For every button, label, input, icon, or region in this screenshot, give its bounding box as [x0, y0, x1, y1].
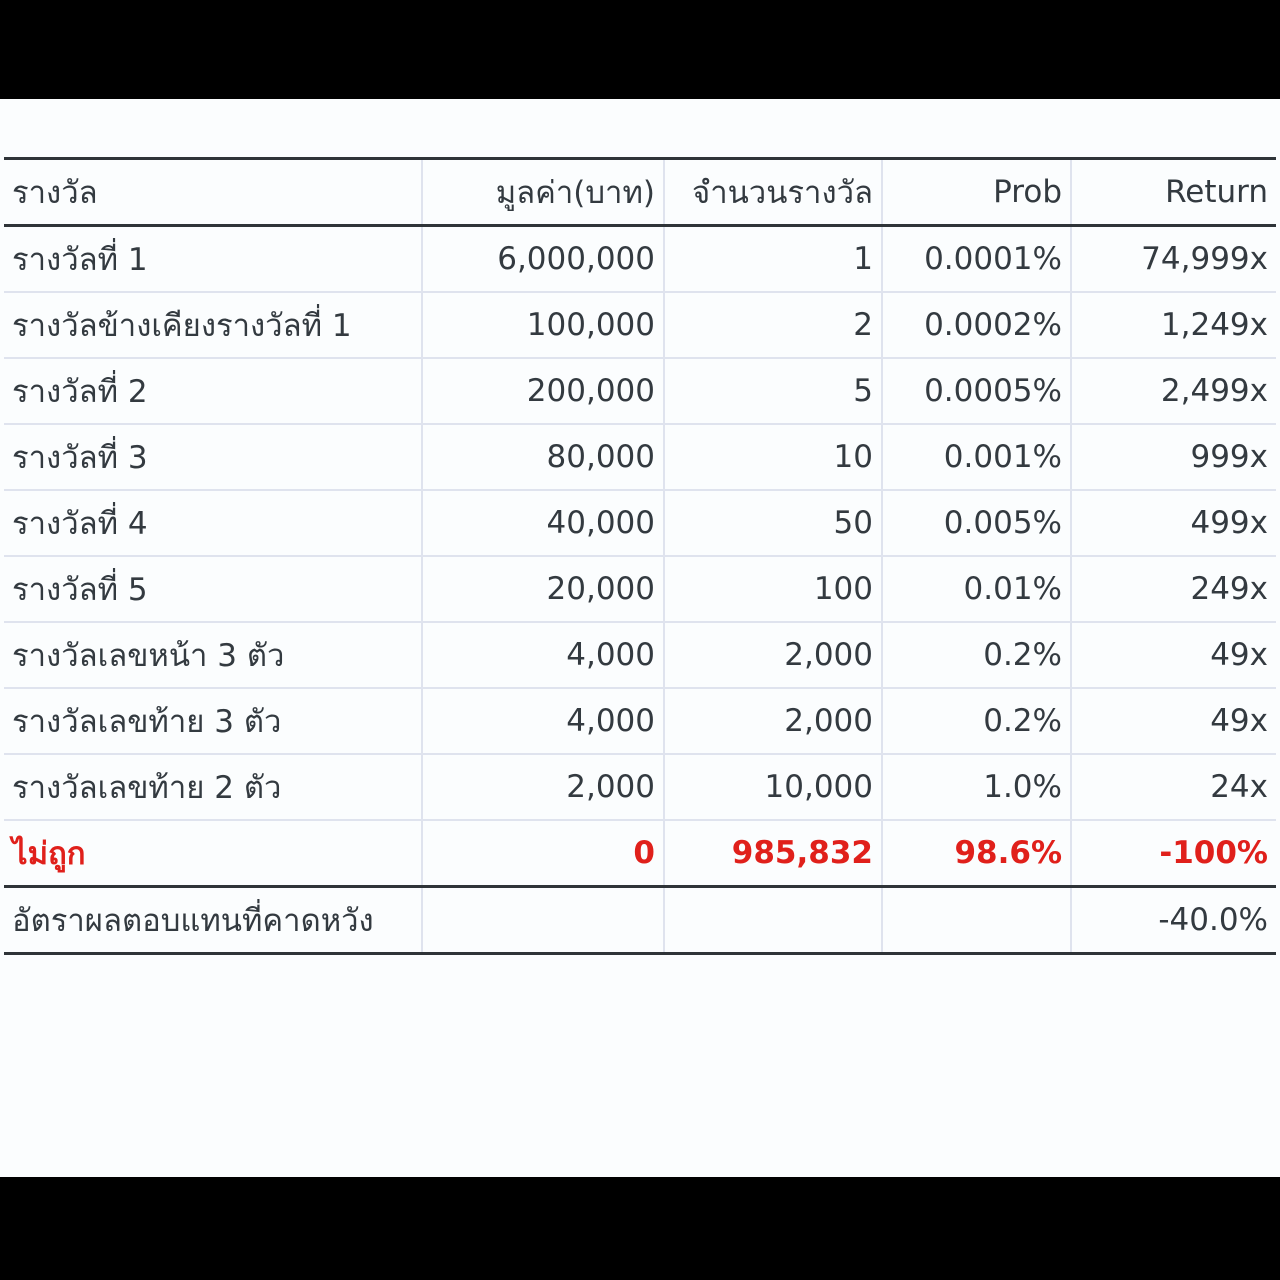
- prize-return: 999x: [1071, 424, 1276, 490]
- header-row: [4, 159, 1276, 226]
- miss-prob: 98.6%: [882, 820, 1071, 887]
- prize-prob: 0.2%: [882, 622, 1071, 688]
- prize-value: 2,000: [422, 754, 664, 820]
- miss-return: -100%: [1071, 820, 1276, 887]
- miss-row: [4, 820, 1276, 887]
- prize-return: 49x: [1071, 622, 1276, 688]
- prize-count: 1: [664, 226, 882, 293]
- prize-count: 100: [664, 556, 882, 622]
- prize-return: 2,499x: [1071, 358, 1276, 424]
- prize-name: รางวัลที่ 1: [4, 226, 422, 293]
- prize-name: รางวัลที่ 5: [4, 556, 422, 622]
- prize-prob: 1.0%: [882, 754, 1071, 820]
- expected-return-label: อัตราผลตอบแทนที่คาดหวัง: [4, 887, 422, 954]
- prize-count: 2: [664, 292, 882, 358]
- table-row: [4, 424, 1276, 490]
- table-row: [4, 688, 1276, 754]
- prize-value: 6,000,000: [422, 226, 664, 293]
- table-row: [4, 226, 1276, 293]
- prize-prob: 0.0001%: [882, 226, 1071, 293]
- prize-return: 49x: [1071, 688, 1276, 754]
- header-value: มูลค่า(บาท): [422, 159, 664, 226]
- table-row: [4, 556, 1276, 622]
- header-prob: Prob: [882, 159, 1071, 226]
- prize-value: 80,000: [422, 424, 664, 490]
- prize-rows: [4, 226, 1276, 821]
- prize-count: 10: [664, 424, 882, 490]
- table-row: [4, 622, 1276, 688]
- prize-return: 249x: [1071, 556, 1276, 622]
- prize-value: 100,000: [422, 292, 664, 358]
- prize-count: 50: [664, 490, 882, 556]
- prize-count: 5: [664, 358, 882, 424]
- prize-prob: 0.0005%: [882, 358, 1071, 424]
- table-row: [4, 490, 1276, 556]
- prize-prob: 0.01%: [882, 556, 1071, 622]
- slide-area: [0, 99, 1280, 1177]
- prize-name: รางวัลข้างเคียงรางวัลที่ 1: [4, 292, 422, 358]
- prize-value: 4,000: [422, 622, 664, 688]
- prize-name: รางวัลที่ 4: [4, 490, 422, 556]
- header-count: จำนวนรางวัล: [664, 159, 882, 226]
- prize-name: รางวัลเลขท้าย 2 ตัว: [4, 754, 422, 820]
- prize-name: รางวัลเลขท้าย 3 ตัว: [4, 688, 422, 754]
- prize-return: 1,249x: [1071, 292, 1276, 358]
- prize-value: 4,000: [422, 688, 664, 754]
- miss-value: 0: [422, 820, 664, 887]
- expected-return-count-cell: [664, 887, 882, 954]
- expected-return-row: [4, 887, 1276, 954]
- prize-value: 20,000: [422, 556, 664, 622]
- prize-return: 74,999x: [1071, 226, 1276, 293]
- miss-label: ไม่ถูก: [4, 820, 422, 887]
- prize-count: 2,000: [664, 688, 882, 754]
- prize-value: 200,000: [422, 358, 664, 424]
- lottery-prize-table: [4, 157, 1276, 955]
- table-row: [4, 754, 1276, 820]
- miss-count: 985,832: [664, 820, 882, 887]
- expected-return-value-cell: [422, 887, 664, 954]
- table-row: [4, 358, 1276, 424]
- prize-return: 24x: [1071, 754, 1276, 820]
- prize-prob: 0.2%: [882, 688, 1071, 754]
- prize-name: รางวัลที่ 3: [4, 424, 422, 490]
- expected-return-value: -40.0%: [1071, 887, 1276, 954]
- prize-prob: 0.005%: [882, 490, 1071, 556]
- prize-name: รางวัลเลขหน้า 3 ตัว: [4, 622, 422, 688]
- header-return: Return: [1071, 159, 1276, 226]
- table-row: [4, 292, 1276, 358]
- header-prize: รางวัล: [4, 159, 422, 226]
- expected-return-prob-cell: [882, 887, 1071, 954]
- prize-count: 2,000: [664, 622, 882, 688]
- prize-value: 40,000: [422, 490, 664, 556]
- prize-return: 499x: [1071, 490, 1276, 556]
- prize-count: 10,000: [664, 754, 882, 820]
- prize-name: รางวัลที่ 2: [4, 358, 422, 424]
- prize-prob: 0.001%: [882, 424, 1071, 490]
- prize-prob: 0.0002%: [882, 292, 1071, 358]
